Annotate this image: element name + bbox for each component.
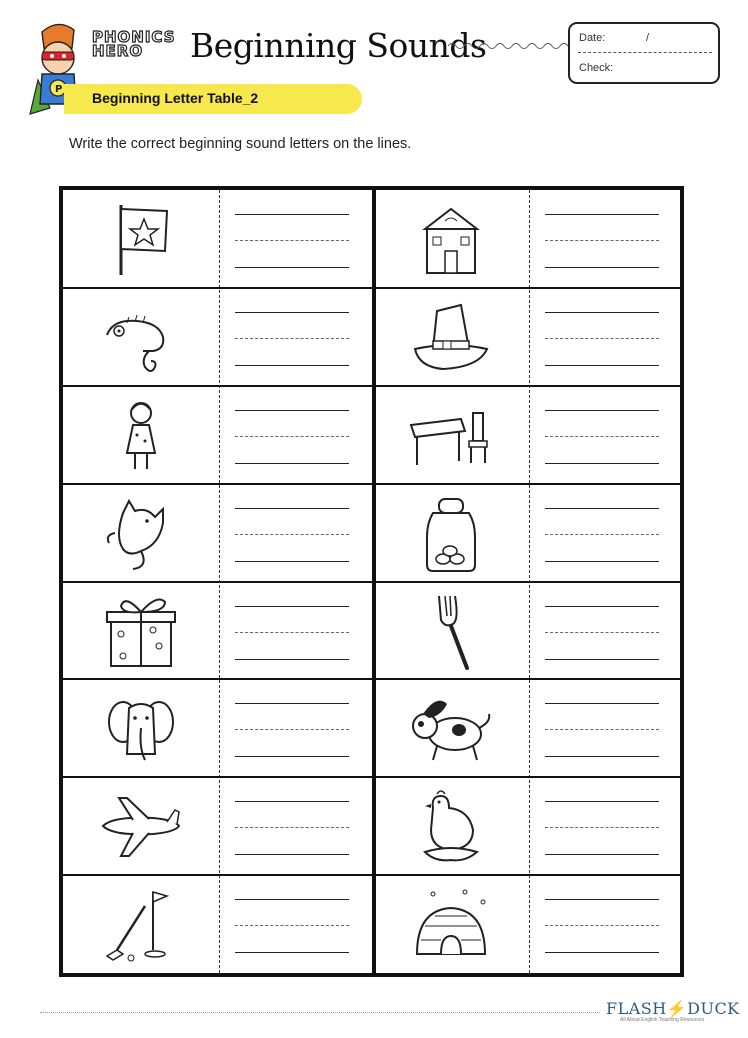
date-slash: / [646, 32, 650, 44]
writing-line-middle[interactable] [235, 534, 349, 535]
writing-line-baseline[interactable] [545, 365, 659, 366]
house-icon [403, 199, 499, 279]
hen-icon [403, 786, 499, 866]
row-divider [63, 874, 680, 876]
date-check-box [568, 22, 720, 84]
writing-line-middle[interactable] [545, 729, 659, 730]
writing-line-baseline[interactable] [235, 756, 349, 757]
fork-icon [403, 590, 499, 670]
writing-line-middle[interactable] [235, 436, 349, 437]
row-divider [63, 678, 680, 680]
writing-line-middle[interactable] [235, 632, 349, 633]
writing-line-middle[interactable] [545, 436, 659, 437]
writing-line-middle[interactable] [545, 534, 659, 535]
writing-line-top[interactable] [545, 312, 659, 313]
writing-line-top[interactable] [235, 899, 349, 900]
writing-line-baseline[interactable] [545, 952, 659, 953]
writing-line-baseline[interactable] [235, 854, 349, 855]
writing-line-top[interactable] [545, 214, 659, 215]
worksheet-table [59, 186, 684, 977]
row-divider [63, 287, 680, 289]
writing-line-middle[interactable] [235, 729, 349, 730]
writing-line-baseline[interactable] [235, 659, 349, 660]
writing-line-baseline[interactable] [235, 561, 349, 562]
writing-line-baseline[interactable] [545, 854, 659, 855]
writing-line-top[interactable] [235, 214, 349, 215]
writing-line-top[interactable] [235, 801, 349, 802]
writing-line-top[interactable] [235, 606, 349, 607]
phonics-hero-logo: PHONICS HERO [92, 28, 176, 60]
flag-icon [93, 199, 189, 279]
date-label: Date: [579, 32, 606, 44]
writing-line-middle[interactable] [235, 827, 349, 828]
gift-icon [93, 590, 189, 670]
writing-line-middle[interactable] [235, 925, 349, 926]
writing-line-top[interactable] [235, 508, 349, 509]
brand-left: FLASH [606, 999, 667, 1018]
fox-icon [93, 493, 189, 573]
desk-chair-icon [403, 395, 499, 475]
golf-icon [93, 884, 189, 964]
date-divider [578, 52, 712, 53]
writing-line-top[interactable] [235, 410, 349, 411]
check-label: Check: [579, 62, 614, 74]
writing-line-top[interactable] [545, 508, 659, 509]
writing-line-top[interactable] [545, 801, 659, 802]
airplane-icon [93, 786, 189, 866]
brand-right: DUCK [687, 999, 740, 1018]
girl-icon [93, 395, 189, 475]
subtitle: Beginning Letter Table_2 [92, 90, 259, 106]
igloo-icon [403, 884, 499, 964]
elephant-icon [93, 688, 189, 768]
decorative-squiggle-icon [448, 40, 570, 52]
row-divider [63, 581, 680, 583]
flashduck-logo [606, 999, 740, 1018]
lightning-icon: ⚡ [666, 999, 688, 1018]
dog-icon [403, 688, 499, 768]
writing-line-middle[interactable] [545, 240, 659, 241]
writing-line-middle[interactable] [545, 632, 659, 633]
writing-line-top[interactable] [235, 703, 349, 704]
writing-line-baseline[interactable] [545, 267, 659, 268]
writing-line-middle[interactable] [545, 827, 659, 828]
writing-line-middle[interactable] [545, 338, 659, 339]
page-title: Beginning Sounds [190, 26, 487, 65]
jar-icon [403, 493, 499, 573]
row-divider [63, 483, 680, 485]
writing-line-top[interactable] [235, 312, 349, 313]
writing-line-top[interactable] [545, 410, 659, 411]
footer-line [40, 1012, 600, 1013]
writing-line-middle[interactable] [235, 240, 349, 241]
chameleon-icon [93, 297, 189, 377]
writing-line-baseline[interactable] [545, 756, 659, 757]
row-divider [63, 776, 680, 778]
writing-line-top[interactable] [545, 703, 659, 704]
writing-line-baseline[interactable] [235, 952, 349, 953]
row-divider [63, 385, 680, 387]
writing-line-baseline[interactable] [545, 463, 659, 464]
writing-line-baseline[interactable] [545, 659, 659, 660]
writing-line-baseline[interactable] [545, 561, 659, 562]
writing-line-top[interactable] [545, 606, 659, 607]
writing-line-baseline[interactable] [235, 365, 349, 366]
svg-text:P: P [55, 84, 63, 95]
instruction-text: Write the correct beginning sound letters on the lines. [69, 136, 412, 152]
brand-tagline: All About English Teaching Resources [620, 1017, 705, 1023]
writing-line-middle[interactable] [235, 338, 349, 339]
writing-line-top[interactable] [545, 899, 659, 900]
writing-line-middle[interactable] [545, 925, 659, 926]
writing-line-baseline[interactable] [235, 267, 349, 268]
hat-icon [403, 297, 499, 377]
writing-line-baseline[interactable] [235, 463, 349, 464]
